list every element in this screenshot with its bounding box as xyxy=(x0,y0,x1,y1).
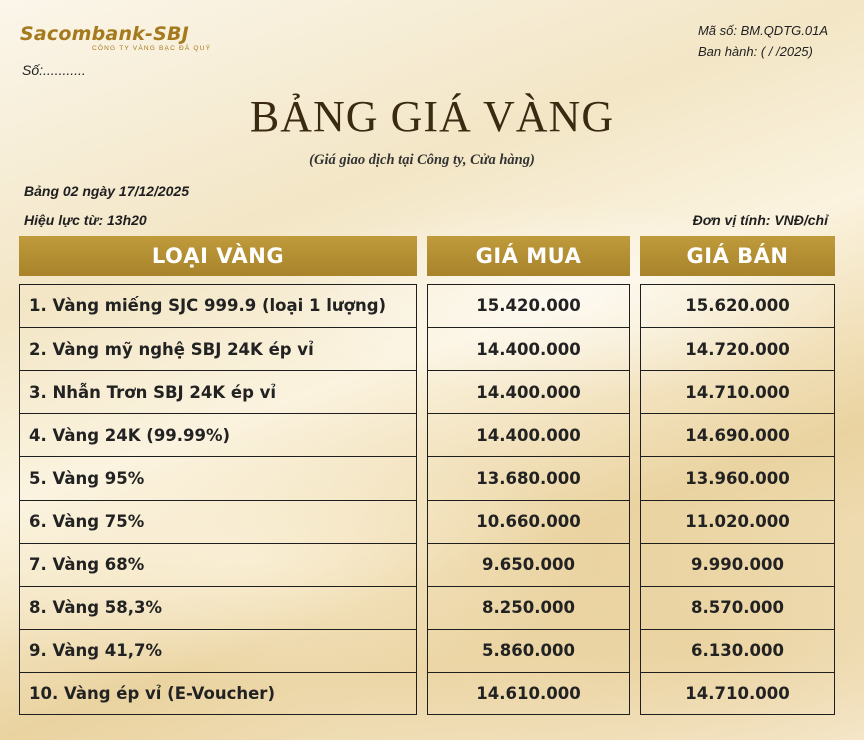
buy-price-cell: 13.680.000 xyxy=(427,456,630,499)
logo-tagline: CÔNG TY VÀNG BẠC ĐÁ QUÝ xyxy=(92,45,212,52)
gold-type-cell: 3. Nhẫn Trơn SBJ 24K ép vỉ xyxy=(19,370,417,413)
board-date: Bảng 02 ngày 17/12/2025 xyxy=(24,183,189,199)
buy-price-cell: 9.650.000 xyxy=(427,543,630,586)
unit-label: Đơn vị tính: VNĐ/chỉ xyxy=(692,212,828,228)
gold-type-cell: 4. Vàng 24K (99.99%) xyxy=(19,413,417,456)
buy-price-cell: 15.420.000 xyxy=(476,296,581,315)
gold-type-cell: 9. Vàng 41,7% xyxy=(19,629,417,672)
buy-price-cell: 14.400.000 xyxy=(427,327,630,370)
gold-type-cell: 1. Vàng miếng SJC 999.9 (loại 1 lượng) xyxy=(29,296,387,315)
buy-price-cell: 10.660.000 xyxy=(427,500,630,543)
sell-price-cell: 14.710.000 xyxy=(640,672,835,715)
company-logo xyxy=(20,22,220,58)
effective-time: Hiệu lực từ: 13h20 xyxy=(24,212,147,228)
buy-price-cell: 14.400.000 xyxy=(427,413,630,456)
sell-price-cell: 9.990.000 xyxy=(640,543,835,586)
page-subtitle: (Giá giao dịch tại Công ty, Cửa hàng) xyxy=(309,152,535,168)
sell-price-cell: 14.720.000 xyxy=(640,327,835,370)
sell-price-cell: 8.570.000 xyxy=(640,586,835,629)
document-number: Số:........... xyxy=(22,62,86,78)
buy-price-cell: 5.860.000 xyxy=(427,629,630,672)
form-meta xyxy=(698,20,828,62)
column-header-sell: GIÁ BÁN xyxy=(640,236,835,276)
form-code: Mã số: BM.QDTG.01A xyxy=(697,23,828,38)
gold-type-cell: 8. Vàng 58,3% xyxy=(19,586,417,629)
sell-price-cell: 6.130.000 xyxy=(640,629,835,672)
issued-date: Ban hành: ( / /2025) xyxy=(697,44,813,59)
gold-type-cell: 5. Vàng 95% xyxy=(19,456,417,499)
logo-name: Sacombank-SBJ xyxy=(20,23,189,45)
sell-price-cell: 11.020.000 xyxy=(640,500,835,543)
gold-type-cell: 7. Vàng 68% xyxy=(19,543,417,586)
sell-price-cell: 14.710.000 xyxy=(640,370,835,413)
gold-type-cell: 6. Vàng 75% xyxy=(19,500,417,543)
sell-price-cell: 14.690.000 xyxy=(640,413,835,456)
sell-price-cell: 13.960.000 xyxy=(640,456,835,499)
buy-price-cell: 14.610.000 xyxy=(427,672,630,715)
buy-price-cell: 14.400.000 xyxy=(427,370,630,413)
column-header-buy: GIÁ MUA xyxy=(427,236,630,276)
gold-type-cell: 10. Vàng ép vỉ (E-Voucher) xyxy=(19,672,417,715)
buy-price-cell: 8.250.000 xyxy=(427,586,630,629)
sell-price-cell: 15.620.000 xyxy=(685,296,790,315)
page-title: BẢNG GIÁ VÀNG xyxy=(249,92,615,141)
gold-type-cell: 2. Vàng mỹ nghệ SBJ 24K ép vỉ xyxy=(19,327,417,370)
column-header-type: LOẠI VÀNG xyxy=(19,236,417,276)
